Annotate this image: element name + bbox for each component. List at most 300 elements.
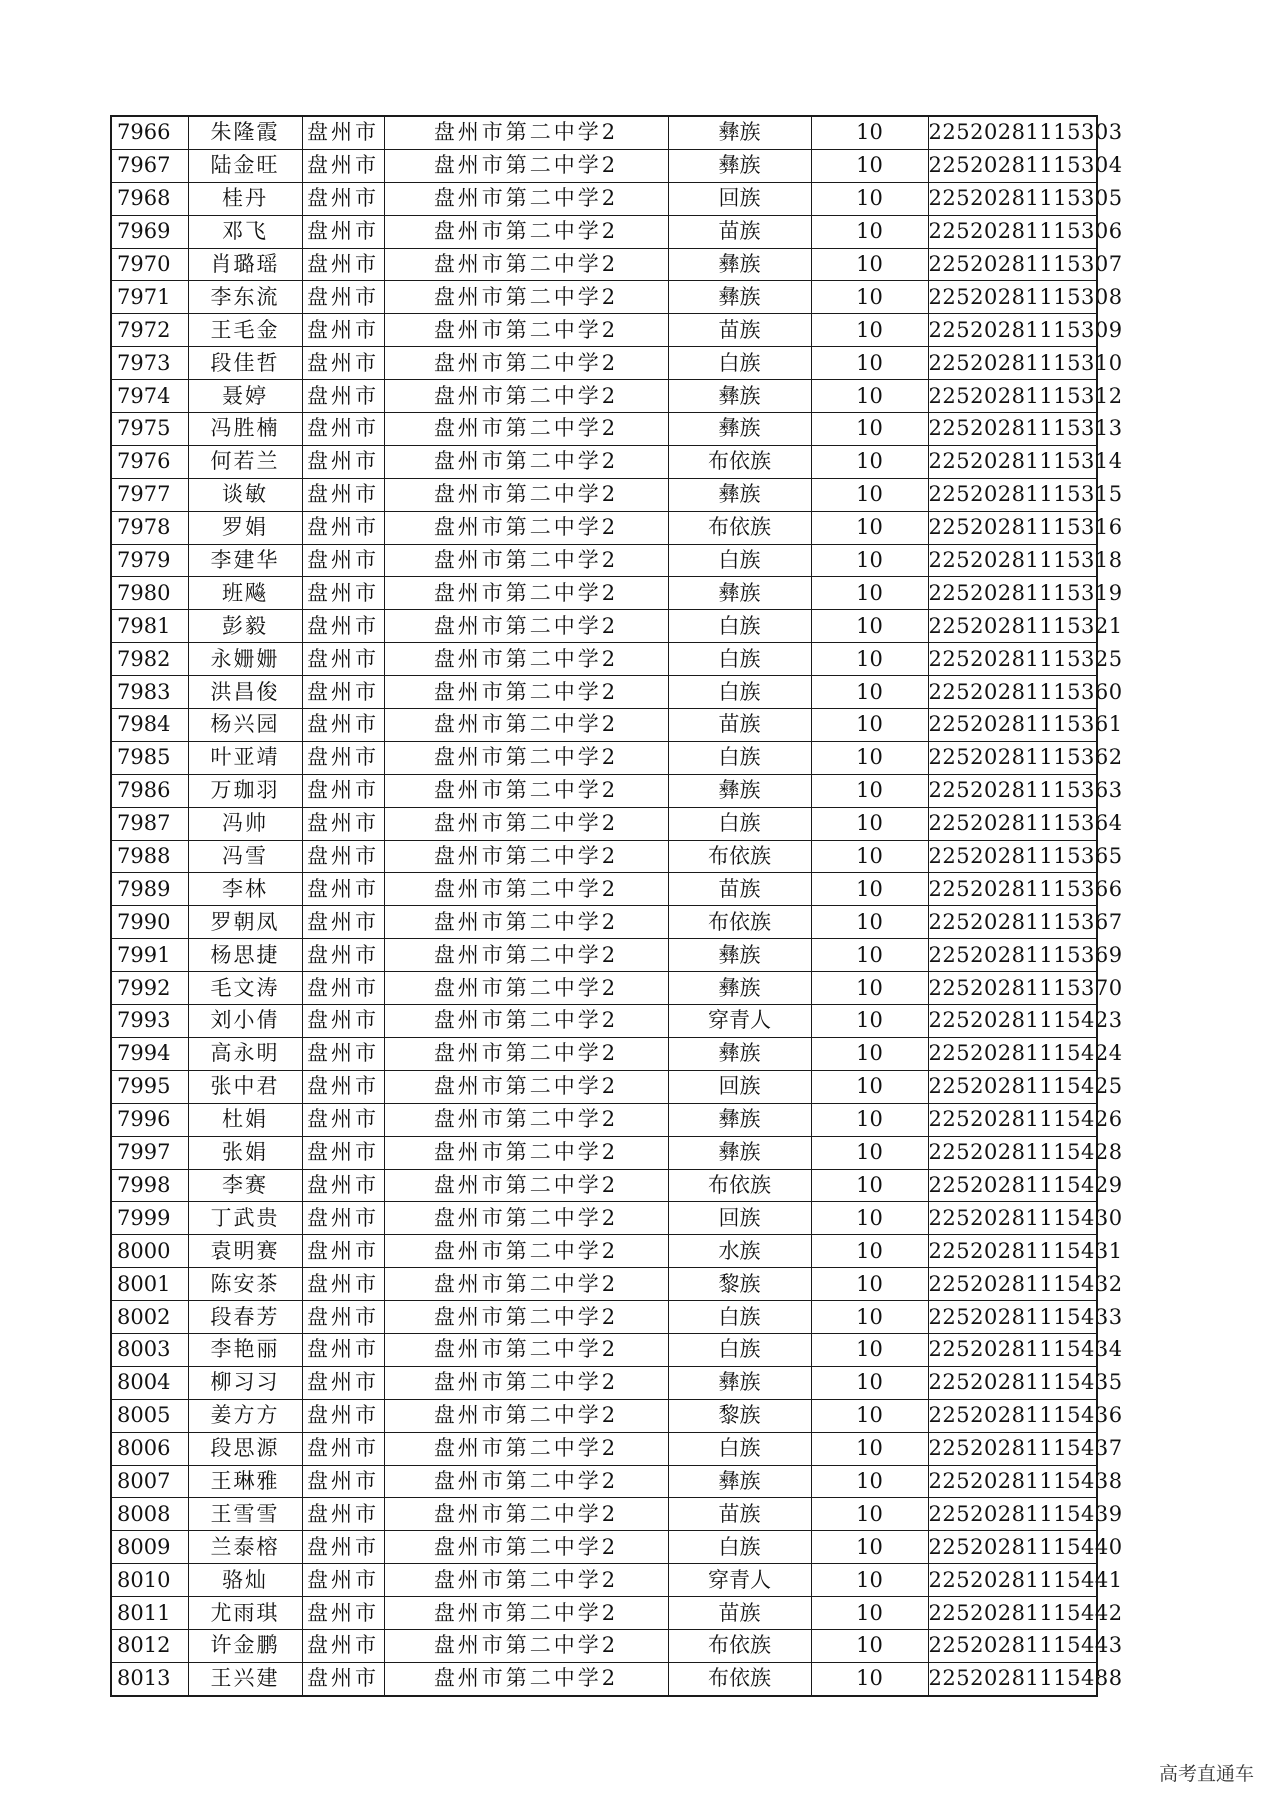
city-cell: 盘州市 bbox=[302, 840, 384, 873]
table-row bbox=[111, 248, 1097, 281]
exam-number-cell: 22520281115306 bbox=[928, 215, 1097, 248]
ethnicity-cell: 彝族 bbox=[668, 248, 811, 281]
student-name-cell: 班飚 bbox=[188, 577, 302, 610]
table-row bbox=[111, 1597, 1097, 1630]
exam-number-cell: 22520281115365 bbox=[928, 840, 1097, 873]
bonus-points-cell: 10 bbox=[811, 1564, 928, 1597]
exam-number-cell: 22520281115314 bbox=[928, 445, 1097, 478]
school-cell: 盘州市第二中学2 bbox=[384, 1169, 668, 1202]
bonus-points-cell: 10 bbox=[811, 906, 928, 939]
student-name-cell: 许金鹏 bbox=[188, 1629, 302, 1662]
ethnicity-cell: 白族 bbox=[668, 544, 811, 577]
ethnicity-cell: 白族 bbox=[668, 610, 811, 643]
serial-number-cell: 7966 bbox=[111, 116, 188, 149]
exam-number-cell: 22520281115308 bbox=[928, 281, 1097, 314]
bonus-points-cell: 10 bbox=[811, 314, 928, 347]
city-cell: 盘州市 bbox=[302, 248, 384, 281]
serial-number-cell: 7975 bbox=[111, 413, 188, 446]
serial-number-cell: 7968 bbox=[111, 182, 188, 215]
bonus-points-cell: 10 bbox=[811, 972, 928, 1005]
exam-number-cell: 22520281115366 bbox=[928, 873, 1097, 906]
bonus-points-cell: 10 bbox=[811, 610, 928, 643]
ethnicity-cell: 彝族 bbox=[668, 1366, 811, 1399]
table-row bbox=[111, 840, 1097, 873]
table-row bbox=[111, 906, 1097, 939]
student-name-cell: 张中君 bbox=[188, 1070, 302, 1103]
ethnicity-cell: 回族 bbox=[668, 1202, 811, 1235]
school-cell: 盘州市第二中学2 bbox=[384, 1366, 668, 1399]
student-name-cell: 张娟 bbox=[188, 1136, 302, 1169]
serial-number-cell: 7978 bbox=[111, 511, 188, 544]
city-cell: 盘州市 bbox=[302, 1498, 384, 1531]
bonus-points-cell: 10 bbox=[811, 215, 928, 248]
school-cell: 盘州市第二中学2 bbox=[384, 1070, 668, 1103]
exam-number-cell: 22520281115441 bbox=[928, 1564, 1097, 1597]
exam-number-cell: 22520281115325 bbox=[928, 643, 1097, 676]
student-name-cell: 万珈羽 bbox=[188, 774, 302, 807]
bonus-points-cell: 10 bbox=[811, 380, 928, 413]
city-cell: 盘州市 bbox=[302, 1301, 384, 1334]
exam-number-cell: 22520281115433 bbox=[928, 1301, 1097, 1334]
table-row bbox=[111, 643, 1097, 676]
ethnicity-cell: 白族 bbox=[668, 1432, 811, 1465]
exam-number-cell: 22520281115304 bbox=[928, 149, 1097, 182]
serial-number-cell: 7973 bbox=[111, 347, 188, 380]
table-row bbox=[111, 1432, 1097, 1465]
student-name-cell: 姜方方 bbox=[188, 1399, 302, 1432]
city-cell: 盘州市 bbox=[302, 1005, 384, 1038]
student-name-cell: 高永明 bbox=[188, 1037, 302, 1070]
city-cell: 盘州市 bbox=[302, 445, 384, 478]
serial-number-cell: 8011 bbox=[111, 1597, 188, 1630]
student-name-cell: 冯胜楠 bbox=[188, 413, 302, 446]
exam-number-cell: 22520281115423 bbox=[928, 1005, 1097, 1038]
city-cell: 盘州市 bbox=[302, 314, 384, 347]
student-name-cell: 王琳雅 bbox=[188, 1465, 302, 1498]
table-row bbox=[111, 1005, 1097, 1038]
table-row bbox=[111, 1136, 1097, 1169]
student-name-cell: 李赛 bbox=[188, 1169, 302, 1202]
exam-number-cell: 22520281115439 bbox=[928, 1498, 1097, 1531]
exam-number-cell: 22520281115432 bbox=[928, 1268, 1097, 1301]
roster-body bbox=[111, 116, 1123, 1696]
exam-number-cell: 22520281115312 bbox=[928, 380, 1097, 413]
student-name-cell: 李林 bbox=[188, 873, 302, 906]
ethnicity-cell: 彝族 bbox=[668, 413, 811, 446]
ethnicity-cell: 穿青人 bbox=[668, 1564, 811, 1597]
table-row bbox=[111, 709, 1097, 742]
bonus-points-cell: 10 bbox=[811, 445, 928, 478]
exam-number-cell: 22520281115431 bbox=[928, 1235, 1097, 1268]
school-cell: 盘州市第二中学2 bbox=[384, 347, 668, 380]
serial-number-cell: 7999 bbox=[111, 1202, 188, 1235]
ethnicity-cell: 黎族 bbox=[668, 1268, 811, 1301]
ethnicity-cell: 白族 bbox=[668, 1301, 811, 1334]
ethnicity-cell: 布依族 bbox=[668, 1169, 811, 1202]
city-cell: 盘州市 bbox=[302, 807, 384, 840]
table-row bbox=[111, 873, 1097, 906]
table-row bbox=[111, 1629, 1097, 1662]
serial-number-cell: 7981 bbox=[111, 610, 188, 643]
serial-number-cell: 7997 bbox=[111, 1136, 188, 1169]
student-name-cell: 丁武贵 bbox=[188, 1202, 302, 1235]
ethnicity-cell: 白族 bbox=[668, 807, 811, 840]
school-cell: 盘州市第二中学2 bbox=[384, 478, 668, 511]
exam-number-cell: 22520281115443 bbox=[928, 1629, 1097, 1662]
serial-number-cell: 7990 bbox=[111, 906, 188, 939]
ethnicity-cell: 水族 bbox=[668, 1235, 811, 1268]
exam-number-cell: 22520281115436 bbox=[928, 1399, 1097, 1432]
city-cell: 盘州市 bbox=[302, 544, 384, 577]
student-name-cell: 骆灿 bbox=[188, 1564, 302, 1597]
ethnicity-cell: 彝族 bbox=[668, 939, 811, 972]
exam-number-cell: 22520281115316 bbox=[928, 511, 1097, 544]
city-cell: 盘州市 bbox=[302, 1169, 384, 1202]
ethnicity-cell: 布依族 bbox=[668, 906, 811, 939]
school-cell: 盘州市第二中学2 bbox=[384, 1432, 668, 1465]
school-cell: 盘州市第二中学2 bbox=[384, 676, 668, 709]
table-row bbox=[111, 939, 1097, 972]
bonus-points-cell: 10 bbox=[811, 1169, 928, 1202]
ethnicity-cell: 彝族 bbox=[668, 116, 811, 149]
ethnicity-cell: 彝族 bbox=[668, 1136, 811, 1169]
student-name-cell: 邓飞 bbox=[188, 215, 302, 248]
table-row bbox=[111, 281, 1097, 314]
bonus-points-cell: 10 bbox=[811, 1070, 928, 1103]
exam-number-cell: 22520281115310 bbox=[928, 347, 1097, 380]
table-row bbox=[111, 1037, 1097, 1070]
bonus-points-cell: 10 bbox=[811, 1301, 928, 1334]
bonus-points-cell: 10 bbox=[811, 478, 928, 511]
city-cell: 盘州市 bbox=[302, 873, 384, 906]
ethnicity-cell: 布依族 bbox=[668, 1662, 811, 1695]
city-cell: 盘州市 bbox=[302, 1037, 384, 1070]
serial-number-cell: 7998 bbox=[111, 1169, 188, 1202]
school-cell: 盘州市第二中学2 bbox=[384, 511, 668, 544]
city-cell: 盘州市 bbox=[302, 709, 384, 742]
table-row bbox=[111, 1070, 1097, 1103]
school-cell: 盘州市第二中学2 bbox=[384, 1103, 668, 1136]
bonus-points-cell: 10 bbox=[811, 511, 928, 544]
bonus-points-cell: 10 bbox=[811, 248, 928, 281]
city-cell: 盘州市 bbox=[302, 1465, 384, 1498]
student-name-cell: 朱隆霞 bbox=[188, 116, 302, 149]
bonus-points-cell: 10 bbox=[811, 1432, 928, 1465]
exam-number-cell: 22520281115318 bbox=[928, 544, 1097, 577]
city-cell: 盘州市 bbox=[302, 1235, 384, 1268]
student-name-cell: 冯帅 bbox=[188, 807, 302, 840]
school-cell: 盘州市第二中学2 bbox=[384, 182, 668, 215]
serial-number-cell: 7985 bbox=[111, 741, 188, 774]
exam-number-cell: 22520281115437 bbox=[928, 1432, 1097, 1465]
serial-number-cell: 8009 bbox=[111, 1531, 188, 1564]
table-row bbox=[111, 1399, 1097, 1432]
bonus-points-cell: 10 bbox=[811, 1103, 928, 1136]
table-row bbox=[111, 347, 1097, 380]
serial-number-cell: 8008 bbox=[111, 1498, 188, 1531]
student-name-cell: 彭毅 bbox=[188, 610, 302, 643]
school-cell: 盘州市第二中学2 bbox=[384, 709, 668, 742]
table-row bbox=[111, 1268, 1097, 1301]
roster-table bbox=[110, 115, 1123, 1697]
student-name-cell: 刘小倩 bbox=[188, 1005, 302, 1038]
city-cell: 盘州市 bbox=[302, 1202, 384, 1235]
school-cell: 盘州市第二中学2 bbox=[384, 1301, 668, 1334]
student-name-cell: 李东流 bbox=[188, 281, 302, 314]
school-cell: 盘州市第二中学2 bbox=[384, 1662, 668, 1695]
bonus-points-cell: 10 bbox=[811, 544, 928, 577]
city-cell: 盘州市 bbox=[302, 413, 384, 446]
school-cell: 盘州市第二中学2 bbox=[384, 939, 668, 972]
ethnicity-cell: 布依族 bbox=[668, 1629, 811, 1662]
bonus-points-cell: 10 bbox=[811, 577, 928, 610]
city-cell: 盘州市 bbox=[302, 774, 384, 807]
school-cell: 盘州市第二中学2 bbox=[384, 1629, 668, 1662]
school-cell: 盘州市第二中学2 bbox=[384, 149, 668, 182]
student-name-cell: 冯雪 bbox=[188, 840, 302, 873]
table-row bbox=[111, 577, 1097, 610]
serial-number-cell: 8003 bbox=[111, 1333, 188, 1366]
serial-number-cell: 7971 bbox=[111, 281, 188, 314]
bonus-points-cell: 10 bbox=[811, 840, 928, 873]
table-row bbox=[111, 774, 1097, 807]
ethnicity-cell: 苗族 bbox=[668, 709, 811, 742]
city-cell: 盘州市 bbox=[302, 577, 384, 610]
student-name-cell: 毛文涛 bbox=[188, 972, 302, 1005]
table-row bbox=[111, 1662, 1097, 1695]
exam-number-cell: 22520281115313 bbox=[928, 413, 1097, 446]
ethnicity-cell: 苗族 bbox=[668, 873, 811, 906]
ethnicity-cell: 苗族 bbox=[668, 1498, 811, 1531]
bonus-points-cell: 10 bbox=[811, 281, 928, 314]
school-cell: 盘州市第二中学2 bbox=[384, 1399, 668, 1432]
exam-number-cell: 22520281115309 bbox=[928, 314, 1097, 347]
exam-number-cell: 22520281115307 bbox=[928, 248, 1097, 281]
school-cell: 盘州市第二中学2 bbox=[384, 873, 668, 906]
student-name-cell: 何若兰 bbox=[188, 445, 302, 478]
city-cell: 盘州市 bbox=[302, 478, 384, 511]
city-cell: 盘州市 bbox=[302, 149, 384, 182]
bonus-points-cell: 10 bbox=[811, 1235, 928, 1268]
serial-number-cell: 7992 bbox=[111, 972, 188, 1005]
school-cell: 盘州市第二中学2 bbox=[384, 1498, 668, 1531]
ethnicity-cell: 彝族 bbox=[668, 380, 811, 413]
exam-number-cell: 22520281115438 bbox=[928, 1465, 1097, 1498]
bonus-points-cell: 10 bbox=[811, 1498, 928, 1531]
bonus-points-cell: 10 bbox=[811, 347, 928, 380]
serial-number-cell: 8007 bbox=[111, 1465, 188, 1498]
school-cell: 盘州市第二中学2 bbox=[384, 380, 668, 413]
ethnicity-cell: 彝族 bbox=[668, 1103, 811, 1136]
school-cell: 盘州市第二中学2 bbox=[384, 807, 668, 840]
bonus-points-cell: 10 bbox=[811, 676, 928, 709]
bonus-points-cell: 10 bbox=[811, 149, 928, 182]
ethnicity-cell: 白族 bbox=[668, 347, 811, 380]
school-cell: 盘州市第二中学2 bbox=[384, 840, 668, 873]
bonus-points-cell: 10 bbox=[811, 1202, 928, 1235]
exam-number-cell: 22520281115305 bbox=[928, 182, 1097, 215]
serial-number-cell: 7983 bbox=[111, 676, 188, 709]
bonus-points-cell: 10 bbox=[811, 1597, 928, 1630]
student-name-cell: 桂丹 bbox=[188, 182, 302, 215]
bonus-points-cell: 10 bbox=[811, 1037, 928, 1070]
table-row bbox=[111, 1235, 1097, 1268]
student-name-cell: 袁明赛 bbox=[188, 1235, 302, 1268]
serial-number-cell: 7988 bbox=[111, 840, 188, 873]
exam-number-cell: 22520281115360 bbox=[928, 676, 1097, 709]
student-name-cell: 聂婷 bbox=[188, 380, 302, 413]
bonus-points-cell: 10 bbox=[811, 1333, 928, 1366]
bonus-points-cell: 10 bbox=[811, 1005, 928, 1038]
table-row bbox=[111, 1531, 1097, 1564]
exam-number-cell: 22520281115370 bbox=[928, 972, 1097, 1005]
student-name-cell: 杨思捷 bbox=[188, 939, 302, 972]
ethnicity-cell: 彝族 bbox=[668, 577, 811, 610]
serial-number-cell: 8005 bbox=[111, 1399, 188, 1432]
exam-number-cell: 22520281115425 bbox=[928, 1070, 1097, 1103]
exam-number-cell: 22520281115435 bbox=[928, 1366, 1097, 1399]
school-cell: 盘州市第二中学2 bbox=[384, 248, 668, 281]
city-cell: 盘州市 bbox=[302, 380, 384, 413]
serial-number-cell: 7970 bbox=[111, 248, 188, 281]
table-row bbox=[111, 610, 1097, 643]
table-row bbox=[111, 478, 1097, 511]
student-name-cell: 段佳哲 bbox=[188, 347, 302, 380]
student-name-cell: 兰泰榕 bbox=[188, 1531, 302, 1564]
serial-number-cell: 7994 bbox=[111, 1037, 188, 1070]
city-cell: 盘州市 bbox=[302, 182, 384, 215]
city-cell: 盘州市 bbox=[302, 1399, 384, 1432]
ethnicity-cell: 彝族 bbox=[668, 149, 811, 182]
serial-number-cell: 8010 bbox=[111, 1564, 188, 1597]
school-cell: 盘州市第二中学2 bbox=[384, 1333, 668, 1366]
city-cell: 盘州市 bbox=[302, 676, 384, 709]
ethnicity-cell: 苗族 bbox=[668, 215, 811, 248]
table-row bbox=[111, 1333, 1097, 1366]
watermark-text: 高考直通车 bbox=[1158, 1763, 1254, 1785]
city-cell: 盘州市 bbox=[302, 1629, 384, 1662]
table-row bbox=[111, 116, 1097, 149]
serial-number-cell: 8006 bbox=[111, 1432, 188, 1465]
ethnicity-cell: 布依族 bbox=[668, 840, 811, 873]
bonus-points-cell: 10 bbox=[811, 939, 928, 972]
bonus-points-cell: 10 bbox=[811, 1629, 928, 1662]
school-cell: 盘州市第二中学2 bbox=[384, 413, 668, 446]
table-row bbox=[111, 1169, 1097, 1202]
ethnicity-cell: 回族 bbox=[668, 182, 811, 215]
serial-number-cell: 7967 bbox=[111, 149, 188, 182]
bonus-points-cell: 10 bbox=[811, 709, 928, 742]
ethnicity-cell: 彝族 bbox=[668, 972, 811, 1005]
serial-number-cell: 8012 bbox=[111, 1629, 188, 1662]
school-cell: 盘州市第二中学2 bbox=[384, 577, 668, 610]
ethnicity-cell: 白族 bbox=[668, 1333, 811, 1366]
ethnicity-cell: 彝族 bbox=[668, 1465, 811, 1498]
student-name-cell: 陆金旺 bbox=[188, 149, 302, 182]
serial-number-cell: 7977 bbox=[111, 478, 188, 511]
student-name-cell: 柳习习 bbox=[188, 1366, 302, 1399]
serial-number-cell: 8001 bbox=[111, 1268, 188, 1301]
table-row bbox=[111, 1103, 1097, 1136]
ethnicity-cell: 彝族 bbox=[668, 1037, 811, 1070]
bonus-points-cell: 10 bbox=[811, 741, 928, 774]
exam-number-cell: 22520281115362 bbox=[928, 741, 1097, 774]
serial-number-cell: 8002 bbox=[111, 1301, 188, 1334]
table-row bbox=[111, 1202, 1097, 1235]
bonus-points-cell: 10 bbox=[811, 1268, 928, 1301]
serial-number-cell: 7989 bbox=[111, 873, 188, 906]
ethnicity-cell: 回族 bbox=[668, 1070, 811, 1103]
student-name-cell: 杜娟 bbox=[188, 1103, 302, 1136]
bonus-points-cell: 10 bbox=[811, 774, 928, 807]
school-cell: 盘州市第二中学2 bbox=[384, 906, 668, 939]
bonus-points-cell: 10 bbox=[811, 1531, 928, 1564]
school-cell: 盘州市第二中学2 bbox=[384, 116, 668, 149]
ethnicity-cell: 白族 bbox=[668, 1531, 811, 1564]
serial-number-cell: 7972 bbox=[111, 314, 188, 347]
ethnicity-cell: 白族 bbox=[668, 741, 811, 774]
bonus-points-cell: 10 bbox=[811, 1465, 928, 1498]
city-cell: 盘州市 bbox=[302, 972, 384, 1005]
exam-number-cell: 22520281115429 bbox=[928, 1169, 1097, 1202]
bonus-points-cell: 10 bbox=[811, 116, 928, 149]
city-cell: 盘州市 bbox=[302, 1432, 384, 1465]
school-cell: 盘州市第二中学2 bbox=[384, 1235, 668, 1268]
exam-number-cell: 22520281115426 bbox=[928, 1103, 1097, 1136]
city-cell: 盘州市 bbox=[302, 1103, 384, 1136]
school-cell: 盘州市第二中学2 bbox=[384, 1268, 668, 1301]
table-row bbox=[111, 972, 1097, 1005]
city-cell: 盘州市 bbox=[302, 1333, 384, 1366]
exam-number-cell: 22520281115315 bbox=[928, 478, 1097, 511]
ethnicity-cell: 彝族 bbox=[668, 281, 811, 314]
school-cell: 盘州市第二中学2 bbox=[384, 1005, 668, 1038]
student-name-cell: 王毛金 bbox=[188, 314, 302, 347]
bonus-points-cell: 10 bbox=[811, 873, 928, 906]
school-cell: 盘州市第二中学2 bbox=[384, 445, 668, 478]
table-row bbox=[111, 544, 1097, 577]
table-row bbox=[111, 314, 1097, 347]
serial-number-cell: 7980 bbox=[111, 577, 188, 610]
exam-number-cell: 22520281115430 bbox=[928, 1202, 1097, 1235]
student-name-cell: 罗朝凤 bbox=[188, 906, 302, 939]
table-row bbox=[111, 215, 1097, 248]
exam-number-cell: 22520281115440 bbox=[928, 1531, 1097, 1564]
student-name-cell: 罗娟 bbox=[188, 511, 302, 544]
serial-number-cell: 7969 bbox=[111, 215, 188, 248]
bonus-points-cell: 10 bbox=[811, 1399, 928, 1432]
ethnicity-cell: 穿青人 bbox=[668, 1005, 811, 1038]
serial-number-cell: 7976 bbox=[111, 445, 188, 478]
serial-number-cell: 7987 bbox=[111, 807, 188, 840]
city-cell: 盘州市 bbox=[302, 906, 384, 939]
city-cell: 盘州市 bbox=[302, 643, 384, 676]
school-cell: 盘州市第二中学2 bbox=[384, 544, 668, 577]
city-cell: 盘州市 bbox=[302, 1070, 384, 1103]
bonus-points-cell: 10 bbox=[811, 807, 928, 840]
table-row bbox=[111, 1498, 1097, 1531]
table-row bbox=[111, 380, 1097, 413]
city-cell: 盘州市 bbox=[302, 116, 384, 149]
student-name-cell: 尤雨琪 bbox=[188, 1597, 302, 1630]
city-cell: 盘州市 bbox=[302, 347, 384, 380]
ethnicity-cell: 布依族 bbox=[668, 511, 811, 544]
bonus-points-cell: 10 bbox=[811, 413, 928, 446]
exam-number-cell: 22520281115361 bbox=[928, 709, 1097, 742]
student-name-cell: 段思源 bbox=[188, 1432, 302, 1465]
school-cell: 盘州市第二中学2 bbox=[384, 1597, 668, 1630]
exam-number-cell: 22520281115321 bbox=[928, 610, 1097, 643]
